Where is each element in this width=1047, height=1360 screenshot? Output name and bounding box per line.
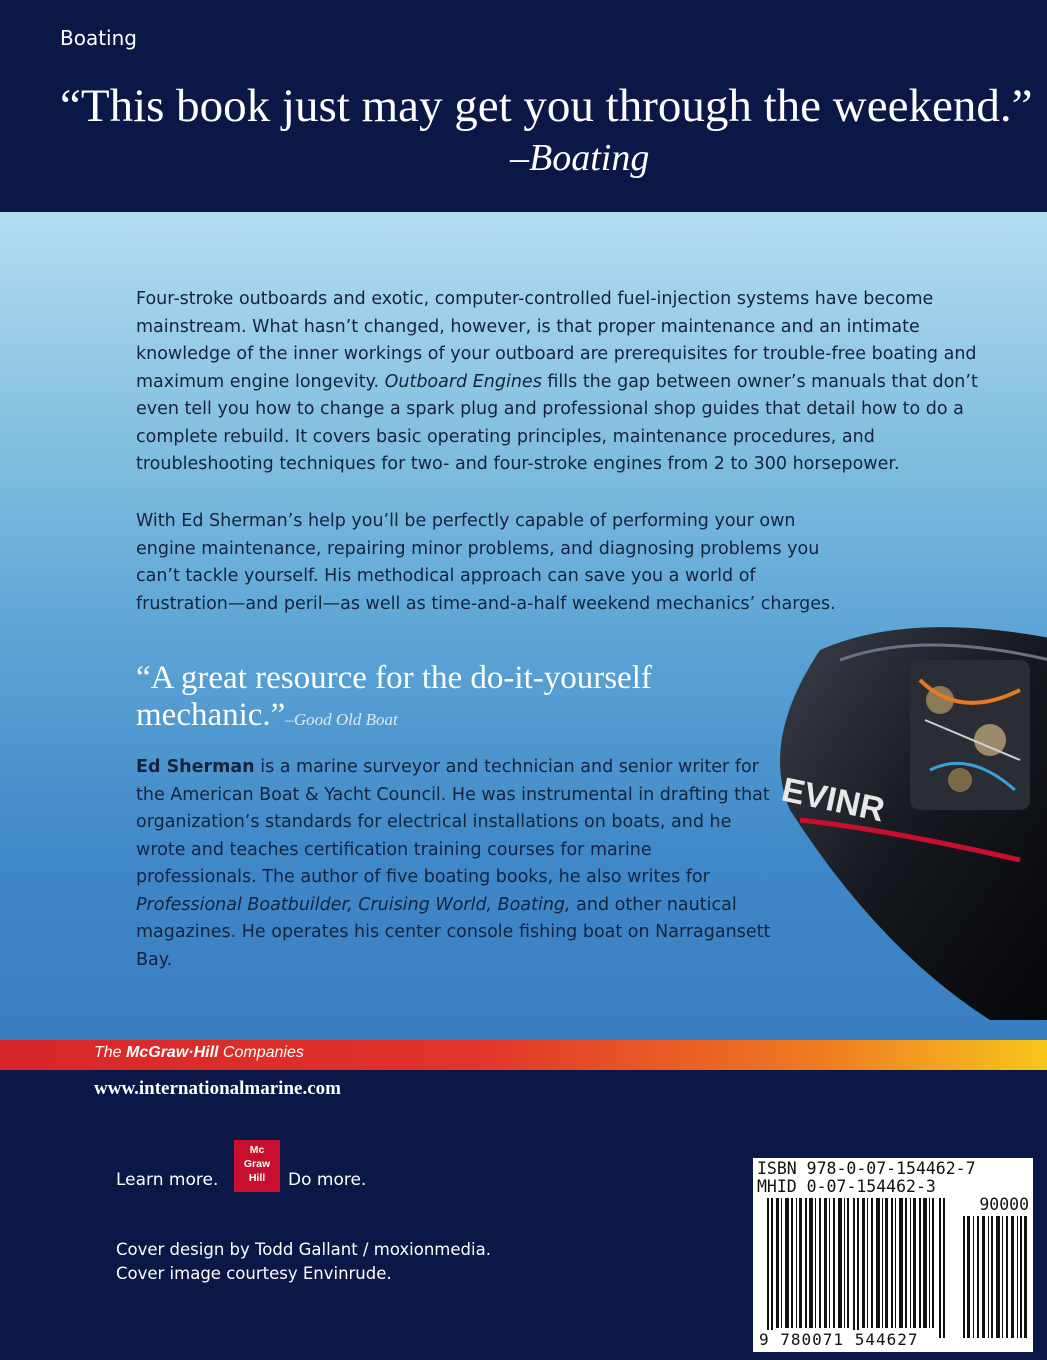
publisher-suffix: Companies [218, 1044, 304, 1061]
publisher-name [94, 1044, 304, 1062]
do-more-text: Do more. [288, 1170, 367, 1190]
mhid-text: MHID 0-07-154462-3 [757, 1177, 936, 1196]
bio-text: and other nautical magazines. He operates his center console fishing boat on Narragansett Bay. [136, 894, 771, 970]
magazine-title: Professional Boatbuilder, [136, 894, 353, 915]
logo-line: Hill [248, 1172, 266, 1184]
isbn-text: ISBN 978-0-07-154462-7 [757, 1159, 976, 1178]
publisher-website: www.internationalmarine.com [94, 1078, 341, 1099]
engine-brand-text: EVINR [778, 770, 888, 830]
price-code: 90000 [979, 1195, 1029, 1214]
barcode-panel [753, 1158, 1033, 1352]
magazine-title: Cruising World, Boating, [358, 894, 571, 915]
bio-text: is a marine surveyor and technician and senior writer for the American Boat & Yacht Council. He was instrumental in drafting that organization’s standards for electrical installations on boats, and he wrote and teaches certification training courses for marine professionals. The author of five boating books, he also writes for [136, 757, 770, 887]
paragraph-text: fills the gap between owner’s manuals that don’t even tell you how to change a spark plug and professional shop guides that detail how to do a complete rebuild. It covers basic operating principles, maintenance procedures, and troubleshooting techniques for two- and four-stroke engines from 2 to 300 horsepower. [136, 371, 978, 474]
category-label: Boating [60, 26, 137, 50]
paragraph-text: Four-stroke outboards and exotic, computer-controlled fuel-injection systems have become mainstream. What hasn’t changed, however, is that proper maintenance and an intimate knowledge of the inner workings of your outboard are prerequisites for trouble-free boating and maximum engine longevity. [136, 289, 977, 392]
headline-quote: “This book just may get you through the weekend.” [60, 80, 1033, 132]
description-paragraph-2: With Ed Sherman’s help you’ll be perfectly capable of performing your own engine maintenance, repairing minor problems, and diagnosing problems you can’t tackle yourself. His methodical approach can save you a world of frustration—and peril—as well as time-and-a-half weekend mechanics’ charges. [136, 511, 836, 614]
headline-quote-source: –Boating [510, 137, 650, 179]
author-bio [136, 754, 776, 974]
barcode-digits: 9 780071 544627 [759, 1330, 919, 1349]
price-addon-bars [963, 1216, 1027, 1338]
description-paragraph-1 [136, 286, 1016, 479]
book-title: Outboard Engines [384, 371, 542, 392]
barcode-bars [767, 1198, 947, 1338]
publisher-prefix: The [94, 1044, 127, 1061]
logo-line: Mc [249, 1144, 265, 1156]
cover-design-credit: Cover design by Todd Gallant / moxionmedia. [116, 1240, 491, 1259]
logo-line: Graw [243, 1158, 271, 1170]
review-quote-text: “A great resource for the do-it-yourself mechanic.” [136, 660, 652, 733]
publisher-brand: McGraw·Hill [126, 1044, 219, 1061]
cover-image-credit: Cover image courtesy Envinrude. [116, 1264, 392, 1283]
author-name: Ed Sherman [136, 757, 255, 777]
review-quote-source: –Good Old Boat [285, 710, 398, 729]
review-quote [136, 660, 756, 738]
learn-more-text: Learn more. [116, 1170, 219, 1190]
mcgraw-hill-logo [234, 1140, 280, 1192]
outboard-engine-image [760, 620, 1047, 1020]
